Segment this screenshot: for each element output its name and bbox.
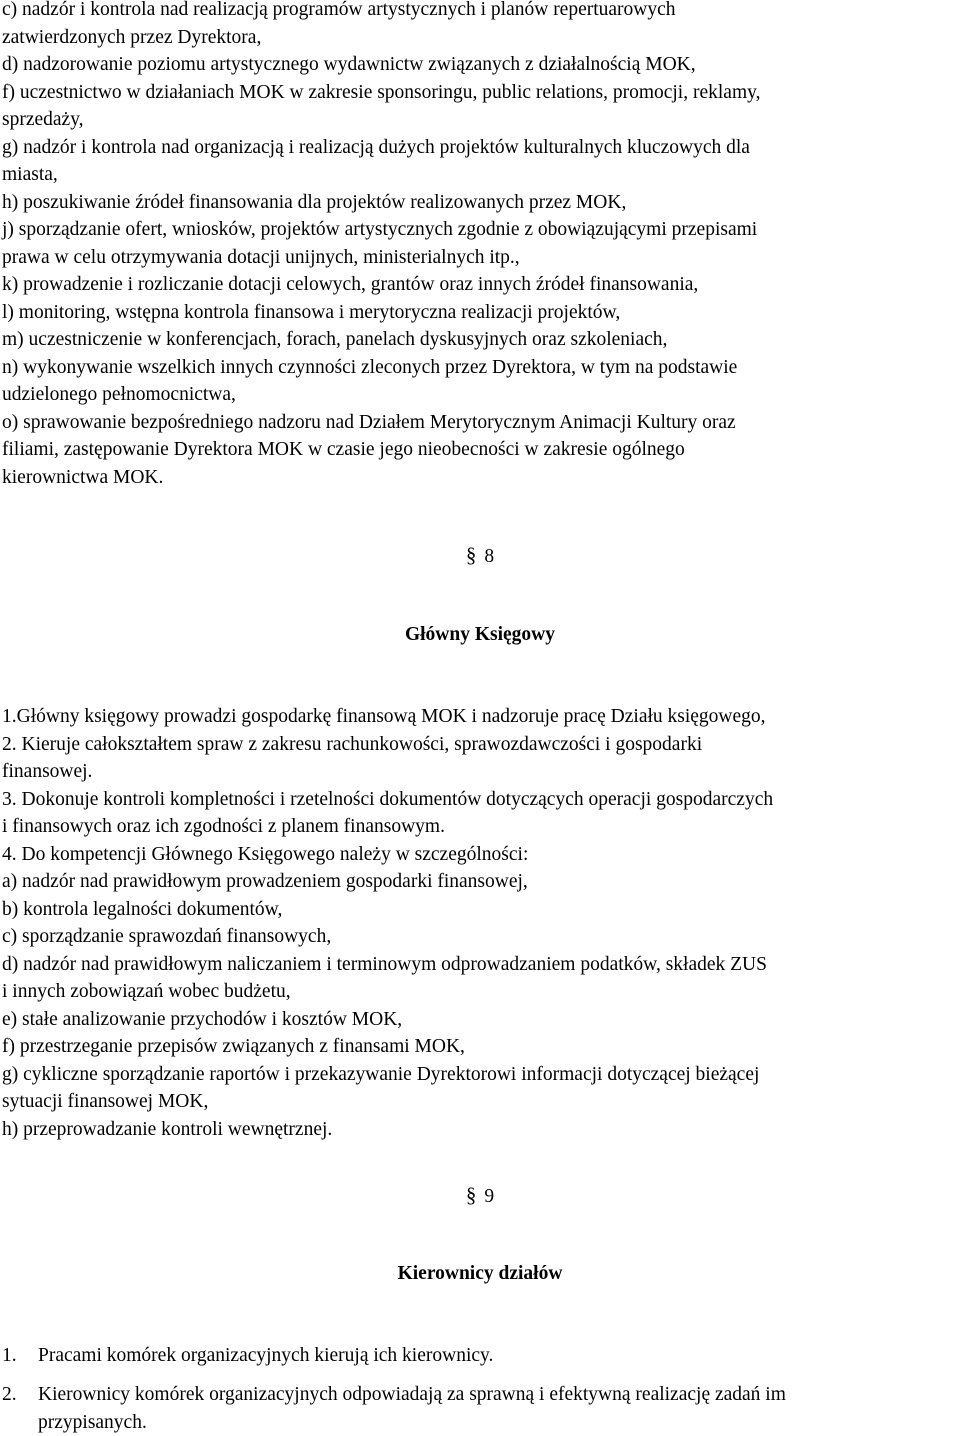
list-item: g) nadzór i kontrola nad organizacją i realizacją dużych projektów kulturalnych kluczowych dla bbox=[2, 136, 750, 158]
list-item: prawa w celu otrzymywania dotacji unijnych, ministerialnych itp., bbox=[2, 246, 520, 268]
list-item: m) uczestniczenie w konferencjach, forach, panelach dyskusyjnych oraz szkoleniach, bbox=[2, 329, 668, 350]
section-8-body bbox=[2, 703, 946, 1143]
section-number: 8 bbox=[484, 546, 495, 567]
list-item: k) prowadzenie i rozliczanie dotacji celowych, grantów oraz innych źródeł finansowania, bbox=[2, 274, 699, 295]
list-item: j) sporządzanie ofert, wniosków, projektów artystycznych zgodnie z obowiązującymi przepisami bbox=[2, 219, 758, 240]
list-item: miasta, bbox=[2, 164, 58, 185]
list-item: sprzedaży, bbox=[2, 109, 84, 130]
section-number: 9 bbox=[484, 1186, 495, 1207]
list-item: sytuacji finansowej MOK, bbox=[2, 1091, 209, 1112]
paragraph-line: 1.Główny księgowy prowadzi gospodarkę finansową MOK i nadzoruje pracę Działu księgowego, bbox=[2, 706, 766, 727]
list-item: d) nadzór nad prawidłowym naliczaniem i terminowym odprowadzaniem podatków, składek ZUS bbox=[2, 953, 767, 975]
section-9-marker bbox=[0, 1183, 960, 1208]
list-item: h) poszukiwanie źródeł finansowania dla projektów realizowanych przez MOK, bbox=[2, 191, 627, 213]
list-item: udzielonego pełnomocnictwa, bbox=[2, 384, 236, 405]
section-symbol: § bbox=[465, 1183, 477, 1207]
paragraph-line: i finansowych oraz ich zgodności z planem finansowym. bbox=[2, 816, 445, 837]
list-item-line: Pracami komórek organizacyjnych kierują ich kierownicy. bbox=[38, 1345, 494, 1366]
list-item-number: 1. bbox=[2, 1345, 17, 1366]
paragraph-line: 3. Dokonuje kontroli kompletności i rzetelności dokumentów dotyczących operacji gospodarczych bbox=[2, 788, 774, 810]
paragraph-line: 2. Kieruje całokształtem spraw z zakresu rachunkowości, sprawozdawczości i gospodarki bbox=[2, 733, 703, 755]
list-item-text bbox=[38, 1342, 960, 1370]
list-item-text bbox=[38, 1381, 960, 1436]
paragraph-line: finansowej. bbox=[2, 761, 93, 782]
paragraph-line: 4. Do kompetencji Głównego Księgowego należy w szczególności: bbox=[2, 843, 529, 865]
list-item: zatwierdzonych przez Dyrektora, bbox=[2, 26, 262, 48]
list-item: c) nadzór i kontrola nad realizacją programów artystycznych i planów repertuarowych bbox=[2, 0, 676, 20]
list-item-line: Kierownicy komórek organizacyjnych odpowiadają za sprawną i efektywną realizację zadań im bbox=[38, 1384, 786, 1405]
section-9-title: Kierownicy działów bbox=[397, 1263, 563, 1284]
list-item: f) przestrzeganie przepisów związanych z finansami MOK, bbox=[2, 1036, 465, 1057]
list-item bbox=[2, 1381, 960, 1436]
list-item: l) monitoring, wstępna kontrola finansowa i merytoryczna realizacji projektów, bbox=[2, 301, 621, 323]
list-item: b) kontrola legalności dokumentów, bbox=[2, 898, 283, 920]
section-8-title: Główny Księgowy bbox=[404, 624, 556, 645]
list-item: i innych zobowiązań wobec budżetu, bbox=[2, 981, 291, 1002]
list-item: e) stałe analizowanie przychodów i kosztów MOK, bbox=[2, 1008, 403, 1030]
list-item: c) sporządzanie sprawozdań finansowych, bbox=[2, 926, 332, 947]
list-item: kierownictwa MOK. bbox=[2, 466, 164, 488]
list-item: h) przeprowadzanie kontroli wewnętrznej. bbox=[2, 1118, 333, 1140]
intro-duties-list bbox=[2, 0, 946, 491]
list-item: f) uczestnictwo w działaniach MOK w zakresie sponsoringu, public relations, promocji, reklamy, bbox=[2, 81, 761, 103]
list-item: a) nadzór nad prawidłowym prowadzeniem gospodarki finansowej, bbox=[2, 871, 528, 892]
section-8-marker bbox=[0, 543, 960, 568]
list-item: d) nadzorowanie poziomu artystycznego wydawnictw związanych z działalnością MOK, bbox=[2, 54, 696, 75]
list-item-line: przypisanych. bbox=[38, 1411, 147, 1433]
section-symbol: § bbox=[465, 543, 477, 567]
list-item: g) cykliczne sporządzanie raportów i przekazywanie Dyrektorowi informacji dotyczącej bieżącej bbox=[2, 1063, 760, 1085]
list-item: o) sprawowanie bezpośredniego nadzoru nad Działem Merytorycznym Animacji Kultury oraz bbox=[2, 411, 736, 433]
list-item: n) wykonywanie wszelkich innych czynności zleconych przez Dyrektora, w tym na podstawie bbox=[2, 356, 738, 378]
list-item: filiami, zastępowanie Dyrektora MOK w czasie jego nieobecności w zakresie ogólnego bbox=[2, 439, 685, 460]
list-item-number: 2. bbox=[2, 1384, 17, 1405]
list-item bbox=[2, 1342, 960, 1370]
